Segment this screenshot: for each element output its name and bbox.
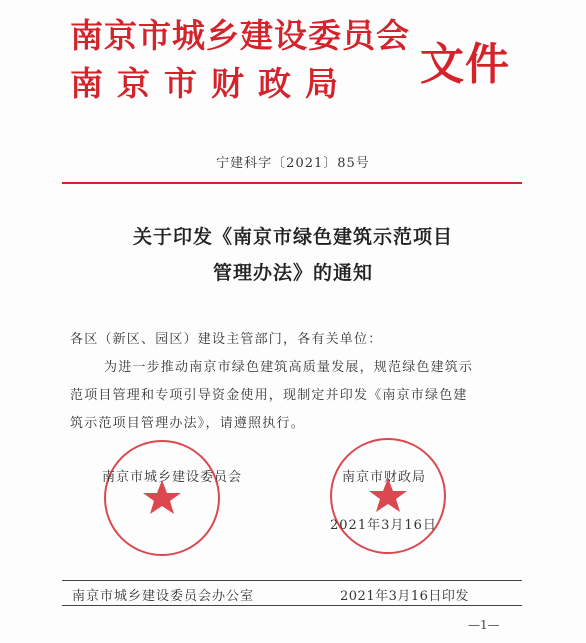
body-paragraph-line-3: 筑示范项目管理办法》，请遵照执行。 <box>70 416 305 431</box>
signature-finance-bureau: 南京市财政局 <box>342 470 427 485</box>
seal-star-icon <box>106 442 218 554</box>
footer-print-date: 2021年3月16日印发 <box>340 589 469 604</box>
signature-construction-commission: 南京市城乡建设委员会 <box>102 470 243 485</box>
notice-title-line-2: 管理办法》的通知 <box>212 262 373 284</box>
issuer-name-finance-bureau: 南京市财政局 <box>70 64 352 103</box>
page-number: —1— <box>468 618 500 632</box>
body-paragraph-line-1: 为进一步推动南京市绿色建筑高质量发展，规范绿色建筑示 <box>104 360 474 375</box>
official-seal-finance-bureau <box>330 438 446 554</box>
body-paragraph-line-2: 范项目管理和专项引导资金使用，现制定并印发《南京市绿色建 <box>70 388 468 403</box>
issuer-name-construction-commission: 南京市城乡建设委员会 <box>70 16 410 55</box>
notice-title-line-1: 关于印发《南京市绿色建筑示范项目 <box>132 226 453 248</box>
footer-bottom-rule <box>62 605 522 606</box>
seal-star-icon <box>332 440 444 552</box>
footer-issuing-office: 南京市城乡建设委员会办公室 <box>72 589 255 604</box>
header-red-divider <box>62 182 522 184</box>
signature-date: 2021年3月16日 <box>330 518 437 533</box>
document-type-label: 文件 <box>420 39 510 90</box>
footer-top-rule <box>62 580 522 581</box>
salutation: 各区（新区、园区）建设主管部门，各有关单位： <box>70 332 383 347</box>
official-seal-construction-commission <box>104 440 220 556</box>
document-number: 宁建科字〔2021〕85号 <box>216 156 370 171</box>
